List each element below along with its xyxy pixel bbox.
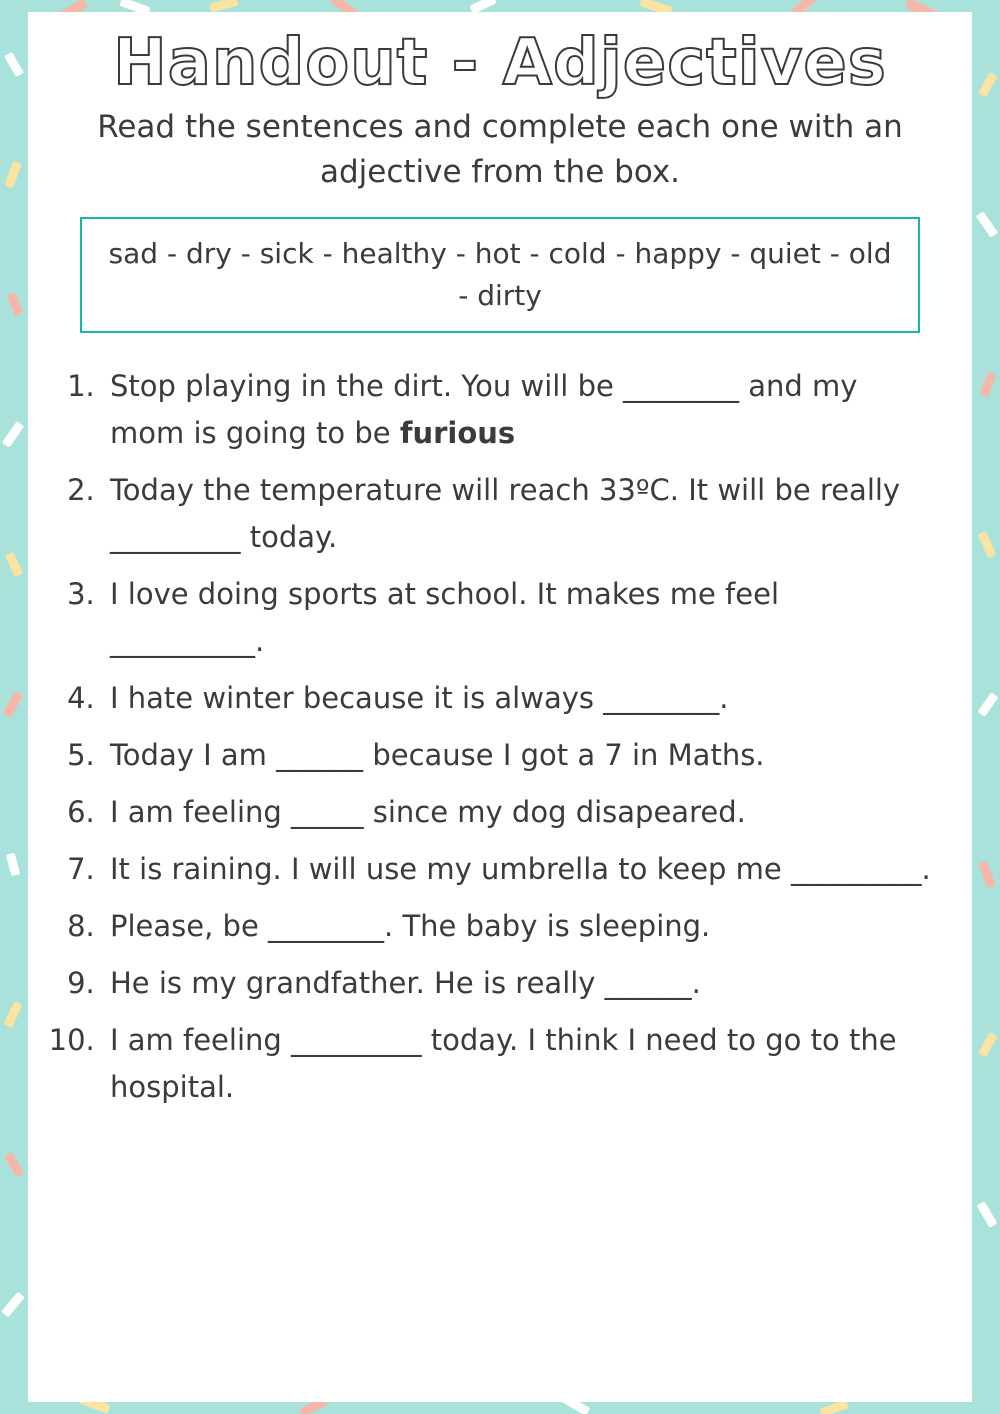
list-item: 6. I am feeling _____ since my dog disapeared. bbox=[104, 789, 932, 836]
confetti-shape bbox=[978, 861, 995, 889]
confetti-shape bbox=[978, 72, 998, 97]
confetti-shape bbox=[977, 531, 996, 558]
list-item: 10. I am feeling _________ today. I think I need to go to the hospital. bbox=[104, 1017, 932, 1111]
list-item: 2. Today the temperature will reach 33ºC. It will be really _________ today. bbox=[104, 467, 932, 561]
confetti-shape bbox=[3, 691, 24, 718]
page-title: Handout - Adjectives bbox=[113, 26, 887, 100]
confetti-shape bbox=[3, 1001, 22, 1028]
word-bank-box: sad - dry - sick - healthy - hot - cold - happy - quiet - old - dirty bbox=[80, 217, 920, 333]
questions-list bbox=[64, 363, 932, 1111]
worksheet-sheet bbox=[28, 12, 972, 1402]
confetti-shape bbox=[980, 372, 997, 398]
confetti-shape bbox=[209, 0, 238, 12]
question-answer-bold: furious bbox=[399, 416, 516, 451]
list-item: 7. It is raining. I will use my umbrella to keep me _________. bbox=[104, 846, 932, 893]
confetti-shape bbox=[4, 52, 24, 77]
confetti-shape bbox=[6, 853, 20, 877]
list-item bbox=[104, 363, 932, 457]
list-item: 5. Today I am ______ because I got a 7 in Maths. bbox=[104, 732, 932, 779]
confetti-shape bbox=[7, 293, 23, 317]
confetti-shape bbox=[2, 421, 24, 447]
list-item: 9. He is my grandfather. He is really ______. bbox=[104, 960, 932, 1007]
confetti-shape bbox=[4, 1152, 24, 1177]
confetti-shape bbox=[976, 211, 998, 237]
confetti-shape bbox=[977, 1201, 998, 1228]
list-item: 4. I hate winter because it is always ________. bbox=[104, 675, 932, 722]
confetti-shape bbox=[1, 1292, 25, 1318]
question-text: Stop playing in the dirt. You will be ________ and my mom is going to be bbox=[110, 369, 858, 451]
list-item: 3. I love doing sports at school. It makes me feel __________. bbox=[104, 571, 932, 665]
confetti-shape bbox=[977, 692, 998, 717]
list-item: 8. Please, be ________. The baby is sleeping. bbox=[104, 903, 932, 950]
instructions-text: Read the sentences and complete each one with an adjective from the box. bbox=[97, 109, 903, 191]
confetti-shape bbox=[978, 1032, 998, 1057]
confetti-shape bbox=[4, 161, 21, 189]
confetti-shape bbox=[5, 552, 23, 578]
